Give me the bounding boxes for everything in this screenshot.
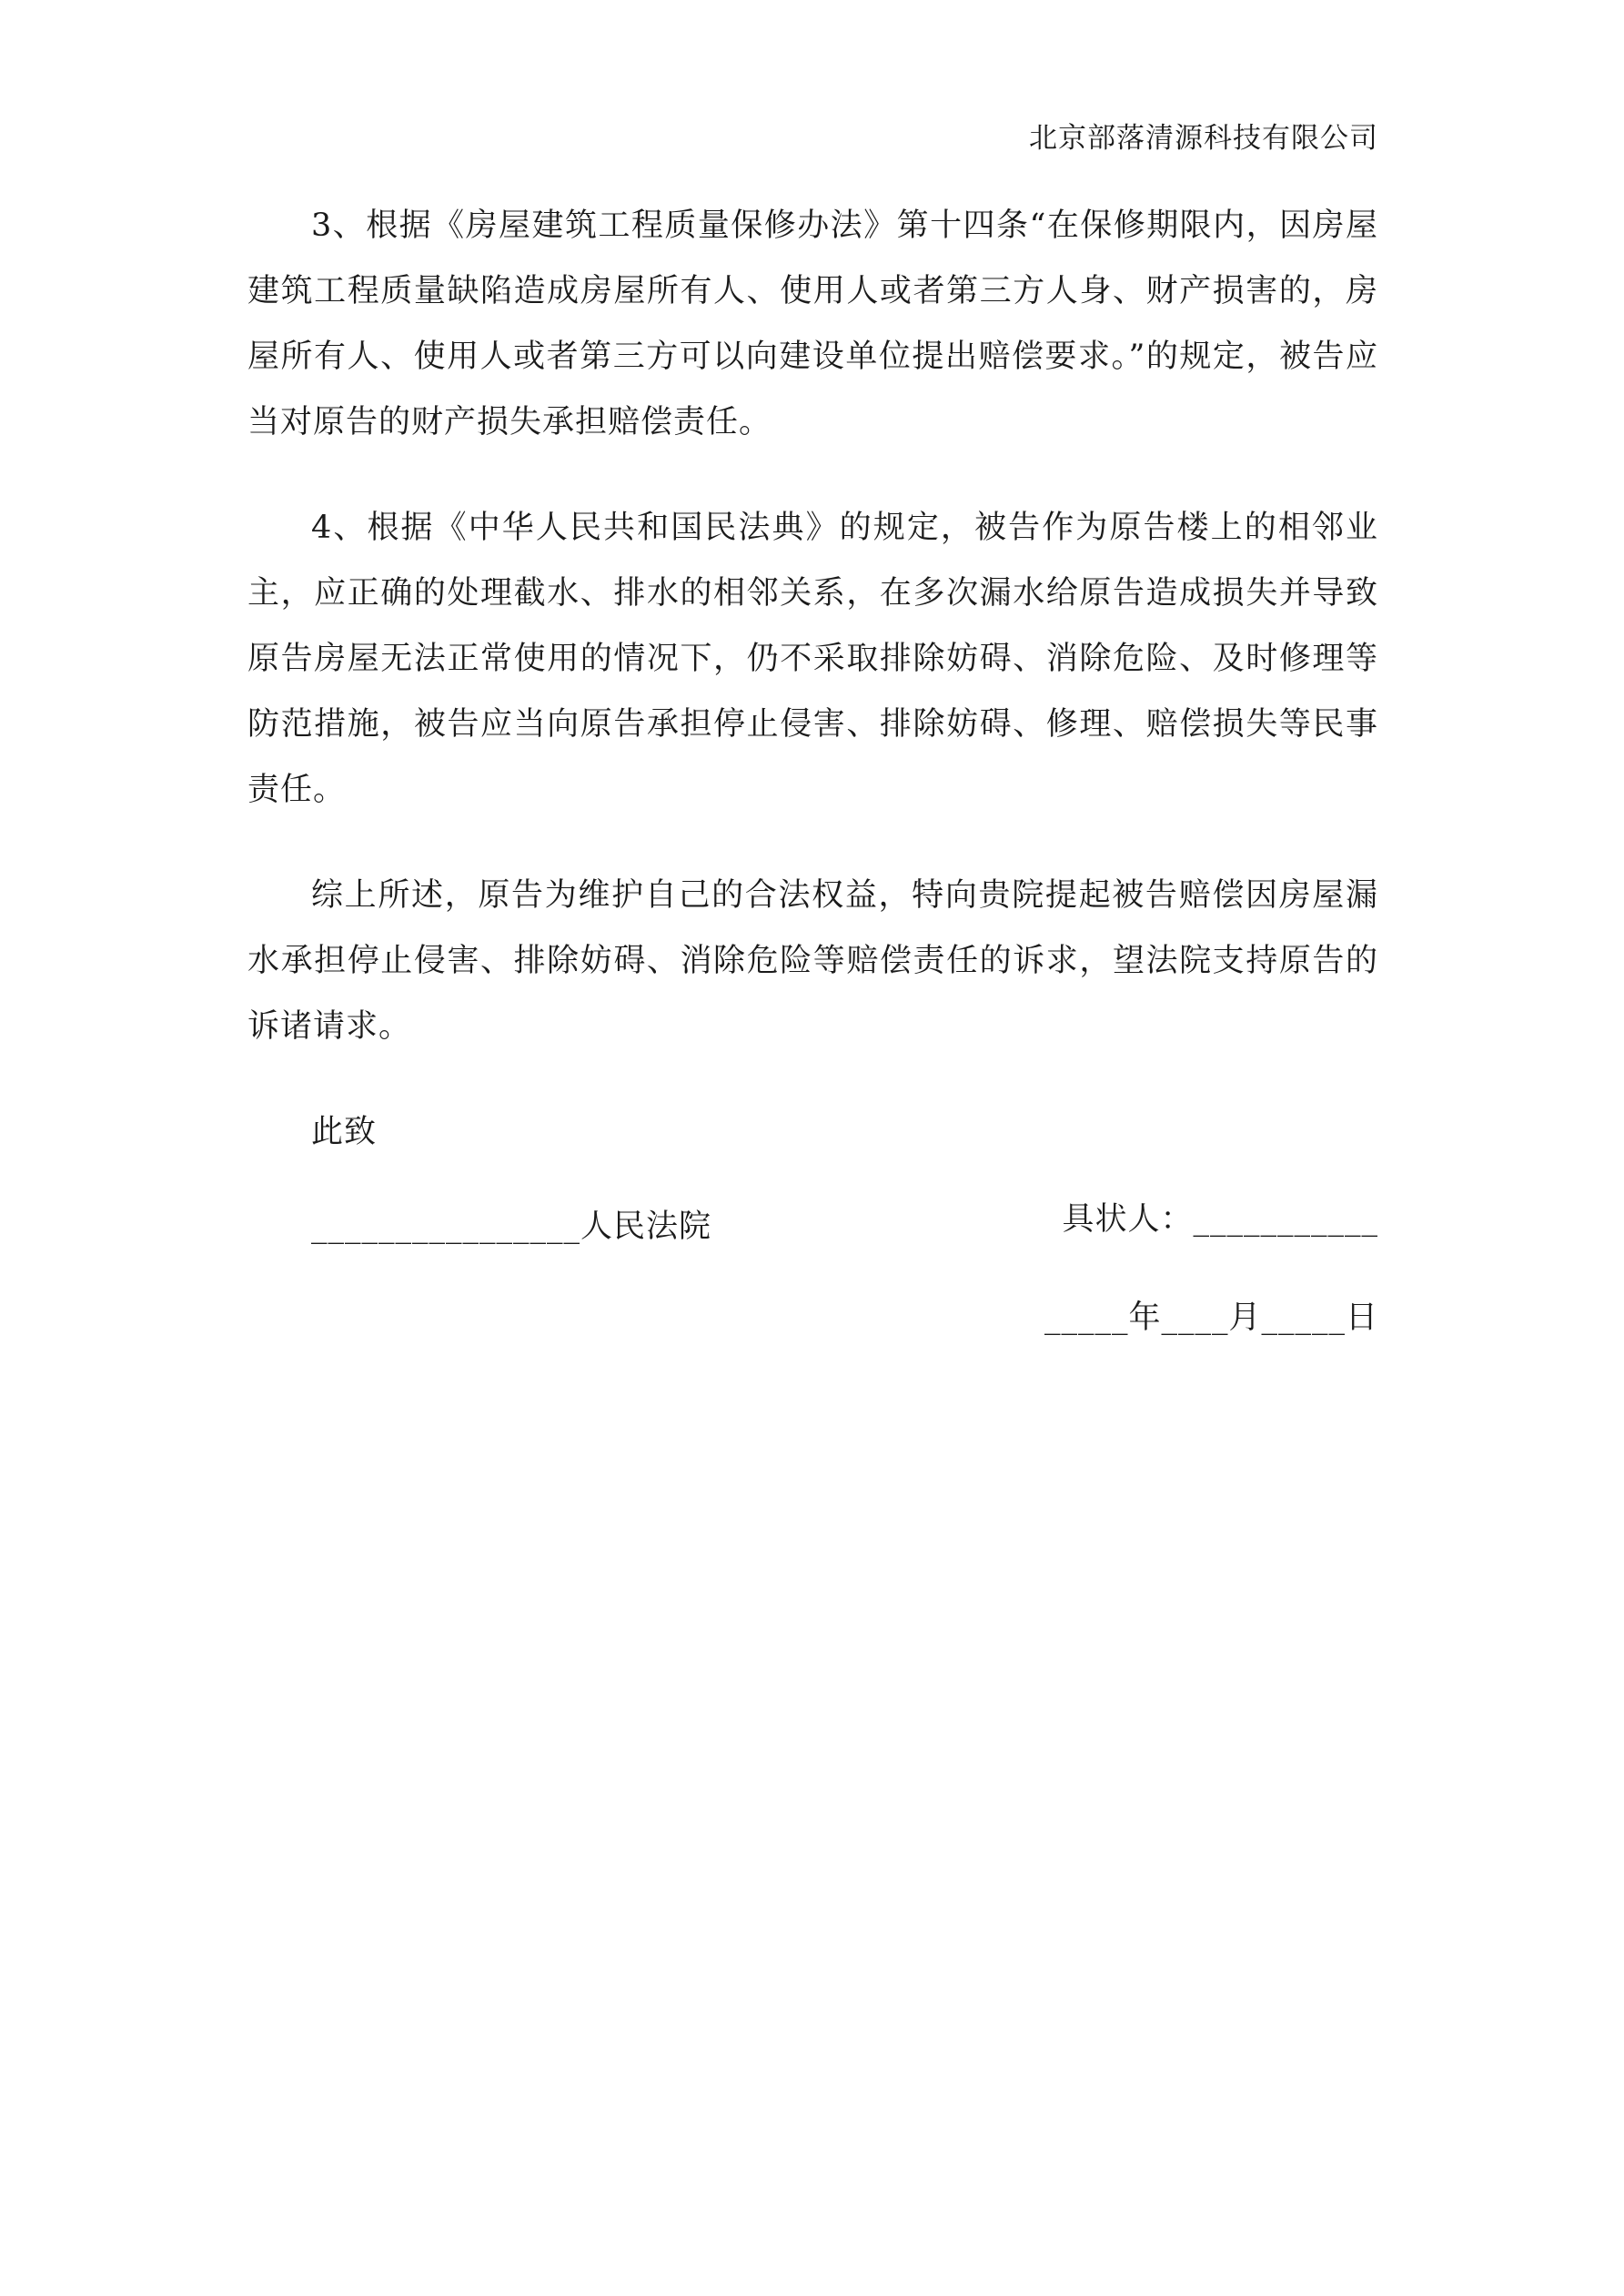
- company-header: 北京部落清源科技有限公司: [1029, 122, 1378, 155]
- petitioner-line: 具状人：___________: [1062, 1201, 1378, 1238]
- date-line: _____年____月_____日: [1044, 1300, 1378, 1336]
- salutation: 此致: [311, 1114, 378, 1150]
- paragraph-clause-3: 3、根据《房屋建筑工程质量保修办法》第十四条“在保修期限内，因房屋建筑工程质量缺陷造成房屋所有人、使用人或者第三方人身、财产损害的，房屋所有人、使用人或者第三方可以向建设单位提出赔偿要求。”的规定，被告应当对原告的财产损失承担赔偿责任。: [247, 207, 1378, 440]
- document-body: [247, 193, 1378, 1259]
- paragraph-clause-4: 4、根据《中华人民共和国民法典》的规定，被告作为原告楼上的相邻业主，应正确的处理截水、排水的相邻关系，在多次漏水给原告造成损失并导致原告房屋无法正常使用的情况下，仍不采取排除妨碍、消除危险、及时修理等防范措施，被告应当向原告承担停止侵害、排除妨碍、修理、赔偿损失等民事责任。: [247, 510, 1378, 808]
- paragraph-conclusion: 综上所述，原告为维护自己的合法权益，特向贵院提起被告赔偿因房屋漏水承担停止侵害、排除妨碍、消除危险等赔偿责任的诉求，望法院支持原告的诉诸请求。: [247, 877, 1378, 1045]
- court-name-line: ________________人民法院: [311, 1209, 712, 1245]
- signature-block: [1044, 1187, 1378, 1350]
